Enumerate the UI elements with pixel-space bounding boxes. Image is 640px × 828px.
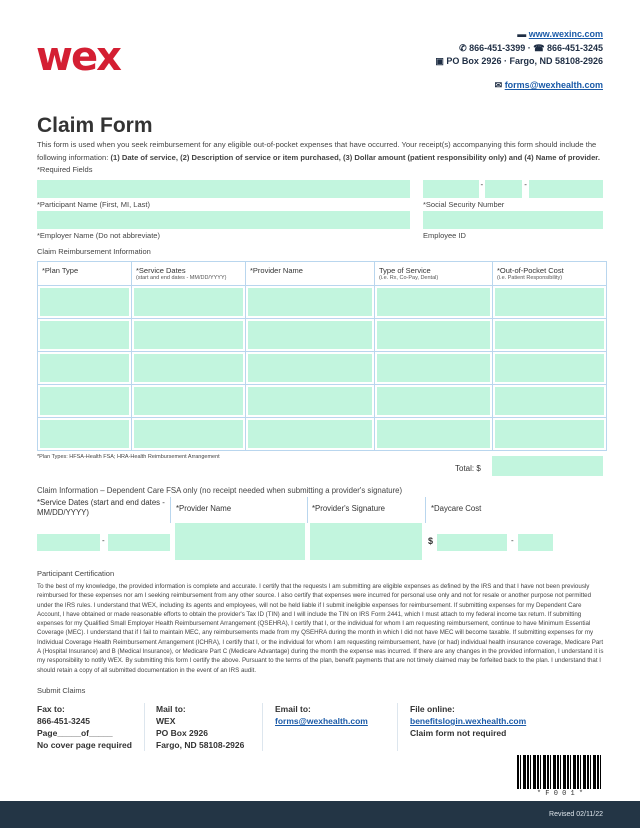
service-dates-input[interactable]	[132, 319, 246, 352]
online-column: File online: benefitslogin.wexhealth.com Claim form not required	[410, 704, 527, 738]
address: PO Box 2926 · Fargo, ND 58108-2926	[446, 56, 603, 66]
provider-name-input[interactable]	[246, 385, 375, 418]
table-row	[38, 352, 607, 385]
participant-name-label: *Participant Name (First, MI, Last)	[37, 200, 150, 209]
plan-type-input[interactable]	[38, 352, 132, 385]
header-out-of-pocket: *Out-of-Pocket Cost (i.e. Patient Responsibility)	[493, 262, 607, 286]
header-plan-type: *Plan Type	[38, 262, 132, 286]
header-type-of-service: Type of Service (i.e. Rx, Co-Pay, Dental)	[375, 262, 493, 286]
out-of-pocket-cost-input[interactable]	[493, 418, 607, 451]
provider-name-input[interactable]	[246, 418, 375, 451]
email-link[interactable]: forms@wexhealth.com	[504, 80, 603, 90]
dep-header-provider: *Provider Name	[176, 504, 232, 513]
total-input[interactable]	[492, 456, 603, 476]
dep-end-date-input[interactable]	[108, 534, 170, 551]
out-of-pocket-cost-input[interactable]	[493, 286, 607, 319]
table-row	[38, 286, 607, 319]
claim-table	[37, 261, 607, 451]
email-line	[495, 80, 603, 91]
provider-name-input[interactable]	[246, 352, 375, 385]
provider-name-input[interactable]	[246, 319, 375, 352]
dep-header-cost: *Daycare Cost	[431, 504, 482, 513]
type-of-service-input[interactable]	[375, 418, 493, 451]
mailbox-icon: ▣	[435, 56, 447, 66]
barcode	[517, 755, 603, 789]
type-of-service-input[interactable]	[375, 352, 493, 385]
phone-number: 866-451-3399	[469, 43, 526, 53]
out-of-pocket-cost-input[interactable]	[493, 319, 607, 352]
plan-types-note: *Plan Types: HFSA-Health FSA; HRA-Health Reimbursement Arrangement	[37, 454, 220, 460]
type-of-service-input[interactable]	[375, 385, 493, 418]
plan-type-input[interactable]	[38, 286, 132, 319]
daycare-cents-input[interactable]	[518, 534, 553, 551]
employer-name-input[interactable]	[37, 211, 410, 229]
header-service-dates: *Service Dates (start and end dates - MM/DD/YYYY)	[132, 262, 246, 286]
submit-claims-title: Submit Claims	[37, 686, 86, 695]
fax-icon: ☎	[533, 43, 547, 53]
table-row	[38, 319, 607, 352]
dep-header-dates: *Service Dates (start and end dates - MM/DD/YYYY)	[37, 498, 165, 517]
participant-name-input[interactable]	[37, 180, 410, 198]
employee-id-input[interactable]	[423, 211, 603, 229]
wex-logo: wex	[36, 34, 120, 80]
email-column: Email to: forms@wexhealth.com	[275, 704, 368, 726]
total-label: Total: $	[455, 464, 481, 473]
revised-date: Revised 02/11/22	[549, 811, 603, 818]
phone-icon: ✆	[459, 43, 470, 53]
out-of-pocket-cost-input[interactable]	[493, 352, 607, 385]
service-dates-input[interactable]	[132, 352, 246, 385]
plan-type-input[interactable]	[38, 418, 132, 451]
service-dates-input[interactable]	[132, 385, 246, 418]
employee-id-label: Employee ID	[423, 231, 466, 240]
online-submit-link[interactable]: benefitslogin.wexhealth.com	[410, 716, 527, 726]
employer-name-label: *Employer Name (Do not abbreviate)	[37, 231, 160, 240]
provider-name-input[interactable]	[246, 286, 375, 319]
required-note: *Required Fields	[37, 165, 93, 174]
mail-column: Mail to: WEX PO Box 2926 Fargo, ND 58108-2926	[156, 704, 245, 750]
address-line	[435, 56, 603, 67]
fax-number: 866-451-3245	[546, 43, 603, 53]
ssn-label: *Social Security Number	[423, 200, 505, 209]
certification-text: To the best of my knowledge, the provided information is complete and accurate. I certify that the requests I am submitting are eligible expenses as defined by the IRS and that I have not been previously reimbursed for these expenses nor am I seeking reimbursement from any other source. I also certify that expenses were incurred for personal use only and not for resale or another purpose not permitted under the IRS rules. I understand that WEX, including its agents and employees, will not be held liable if I submit ineligible expenses for reimbursement. If submitting expenses for my Dependent Care Account, I have obtained or made reasonable efforts to obtain the provider's Tax ID (TIN) and I will include the TIN on IRS Form 2441, which I must attach to my federal income tax return. If submitting expenses for my Qualified Small Employer Health Reimbursement Arrangement (QSEHRA), I certify that I, or the individual for whom I am requesting reimbursement, continue to have Minimum Essential Coverage (MEC). I understand that if I fail to maintain MEC, any reimbursements made from my QSEHRA during the month in which I did not have MEC will become taxable. If submitting expenses for my Individual Coverage Health Reimbursement Arrangement (ICHRA), I certify that I, or the individual for whom I am requesting reimbursement, have (or had) individual health insurance coverage, Medicare Part A (Hospital Insurance) and B (Medical Insurance), or Medicare Part C (Medicare Advantage) during the month the expense was incurred. If there are any changes in the provided information, I understand it is my responsibility to notify WEX. By submitting this form I certify the above. Pursuant to the terms of the plan, benefit payments that are not timely claimed may be forfeited back to the plan. I understand that I should retain a copy of all submitted documentation in the event of an IRS audit.	[37, 583, 604, 674]
claim-section-title: Claim Reimbursement Information	[37, 247, 151, 256]
type-of-service-input[interactable]	[375, 319, 493, 352]
service-dates-input[interactable]	[132, 286, 246, 319]
dollar-sign: $	[428, 536, 434, 546]
email-submit-link[interactable]: forms@wexhealth.com	[275, 716, 368, 726]
certification-title: Participant Certification	[37, 569, 115, 578]
dep-provider-input[interactable]	[175, 523, 305, 560]
footer	[0, 801, 640, 828]
header-provider-name: *Provider Name	[246, 262, 375, 286]
envelope-icon: ✉	[494, 80, 505, 90]
out-of-pocket-cost-input[interactable]	[493, 385, 607, 418]
dependent-section-title: Claim Information – Dependent Care FSA only (no receipt needed when submitting a provider's signature)	[37, 486, 403, 495]
plan-type-input[interactable]	[38, 319, 132, 352]
website-line	[517, 29, 603, 39]
daycare-dollars-input[interactable]	[437, 534, 507, 551]
service-dates-input[interactable]	[132, 418, 246, 451]
computer-icon: ▬	[517, 29, 529, 39]
dep-header-signature: *Provider's Signature	[312, 504, 385, 513]
website-link[interactable]: www.wexinc.com	[528, 29, 603, 39]
type-of-service-input[interactable]	[375, 286, 493, 319]
intro-text: This form is used when you seek reimbursement for any eligible out-of-pocket expenses that have occurred. Your receipt(s) accompanying this form should include the following information: (1) Date of service, (2) Description of service or item purchased, (3) Dollar amount (patient responsibility only) and (4) Name of provider.	[37, 140, 600, 162]
page-title: Claim Form	[37, 114, 153, 137]
plan-type-input[interactable]	[38, 385, 132, 418]
phone-line: ✆ 866-451-3399 · ☎ 866-451-3245	[459, 43, 603, 53]
table-row	[38, 418, 607, 451]
table-row	[38, 385, 607, 418]
dep-start-date-input[interactable]	[37, 534, 100, 551]
dep-signature-input[interactable]	[310, 523, 422, 560]
table-header-row	[38, 262, 607, 286]
fax-column: Fax to: 866-451-3245 Page_____of_____ No cover page required	[37, 704, 132, 750]
ssn-input[interactable]: - -	[423, 180, 603, 198]
barcode-text: * F 0 0 1 *	[517, 789, 603, 799]
